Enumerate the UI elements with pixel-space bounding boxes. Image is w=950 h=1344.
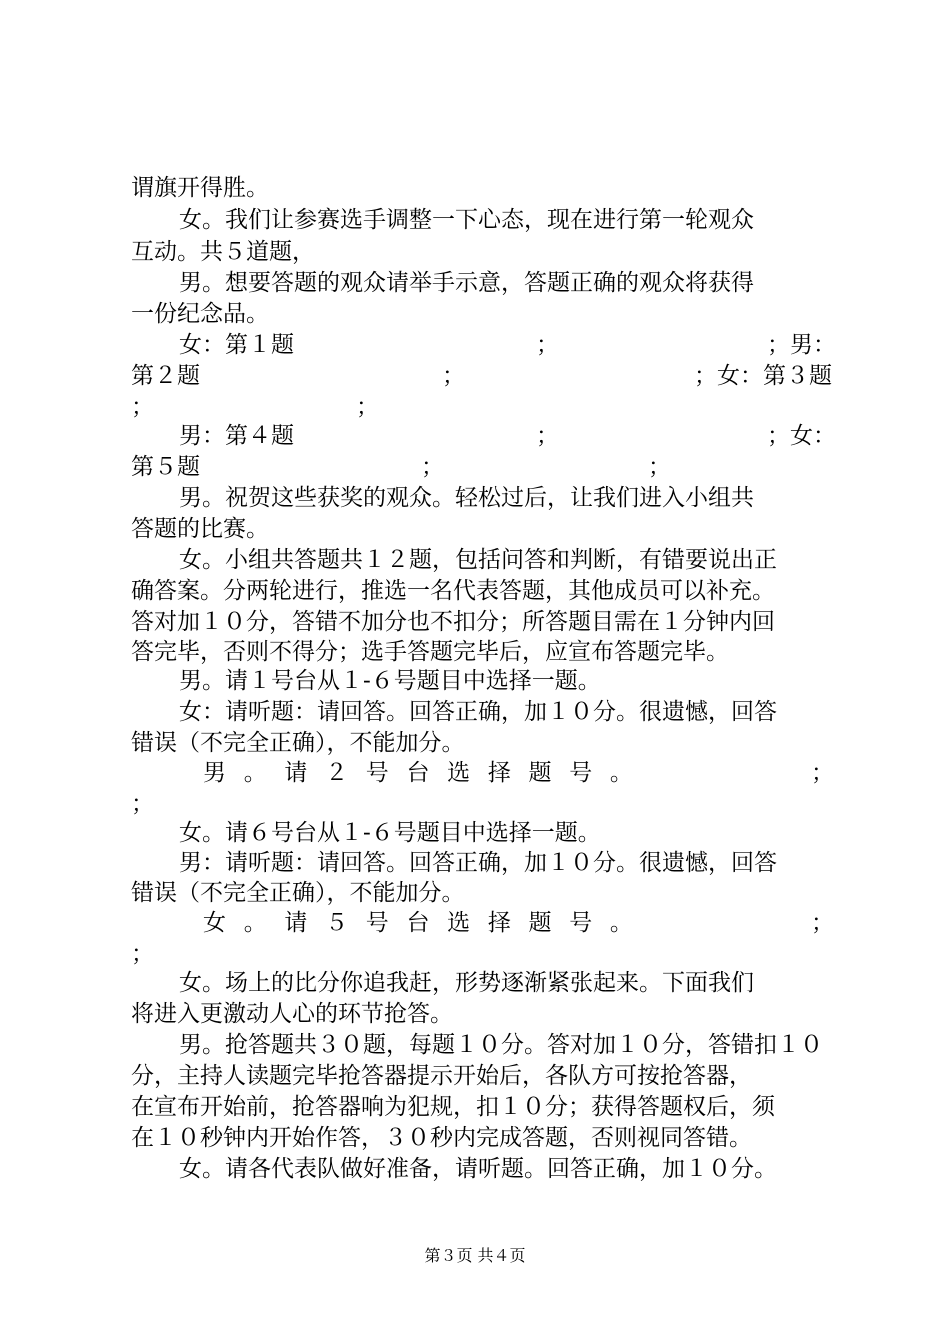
question-label: 第５题 <box>131 454 200 480</box>
text-line: 谓旗开得胜。 <box>131 175 269 201</box>
spaced-char: 选 <box>447 910 471 936</box>
spaced-char: 男 <box>203 760 226 786</box>
text-line: 男。祝贺这些获奖的观众。轻松过后，让我们进入小组共 <box>179 485 754 511</box>
question-line <box>179 330 836 360</box>
spaced-char: 号 <box>365 910 389 936</box>
separator: ； <box>131 394 154 420</box>
spaced-char: 号 <box>365 760 389 786</box>
question-label: ；女：第３题 <box>694 363 832 389</box>
text-line: 女。小组共答题共１２题，包括问答和判断，有错要说出正 <box>179 547 777 573</box>
separator: ； <box>648 454 671 480</box>
spaced-char: 题 <box>528 910 552 936</box>
separator: ； <box>442 363 465 389</box>
question-label: ；男： <box>767 332 836 358</box>
spaced-char: 选 <box>447 760 471 786</box>
text-line: 男。抢答题共３０题，每题１０分。答对加１０分，答错扣１０ <box>179 1032 823 1058</box>
spaced-char: 题 <box>528 760 552 786</box>
separator: ； <box>356 394 379 420</box>
spaced-char: 择 <box>487 760 511 786</box>
text-line: 确答案。分两轮进行，推选一名代表答题，其他成员可以补充。 <box>131 578 775 604</box>
text-line: 互动。共５道题， <box>131 239 315 265</box>
page-footer: 第３页 共４页 <box>424 1246 526 1265</box>
text-line: 错误（不完全正确），不能加分。 <box>131 880 465 906</box>
text-line: 答完毕，否则不得分；选手答题完毕后，应宣布答题完毕。 <box>131 639 729 665</box>
spaced-char: 请 <box>284 910 308 936</box>
question-line <box>131 361 831 391</box>
text-line: 男：请听题：请回答。回答正确，加１０分。很遗憾，回答 <box>179 850 777 876</box>
spaced-char: ２ <box>325 760 349 786</box>
question-label: 男：第４题 <box>179 423 294 449</box>
separator: ； <box>421 454 444 480</box>
spaced-char: ５ <box>325 910 349 936</box>
question-line <box>131 452 831 482</box>
text-line: 男。请１号台从１-６号题目中选择一题。 <box>179 668 601 694</box>
spaced-char: 女 <box>203 910 226 936</box>
separator: ； <box>131 791 154 817</box>
text-line: 男。想要答题的观众请举手示意，答题正确的观众将获得 <box>179 270 754 296</box>
text-line: 女。请各代表队做好准备，请听题。回答正确，加１０分。 <box>179 1156 777 1182</box>
separator: ； <box>131 941 154 967</box>
spaced-char: 。 <box>609 910 633 936</box>
spaced-char: 。 <box>609 760 633 786</box>
spaced-line <box>131 758 834 788</box>
spaced-text <box>203 908 633 938</box>
question-label: ；女： <box>767 423 836 449</box>
text-line: 在宣布开始前，抢答器响为犯规，扣１０分；获得答题权后，须 <box>131 1094 775 1120</box>
separator: ； <box>811 760 834 786</box>
spaced-line <box>131 908 834 938</box>
spaced-char: 。 <box>243 910 267 936</box>
question-label: 第２题 <box>131 363 200 389</box>
question-line <box>131 939 831 969</box>
spaced-char: 。 <box>243 760 267 786</box>
text-line: 分，主持人读题完毕抢答器提示开始后，各队方可按抢答器， <box>131 1063 752 1089</box>
text-line: 女：请听题：请回答。回答正确，加１０分。很遗憾，回答 <box>179 699 777 725</box>
spaced-text <box>203 758 633 788</box>
spaced-char: 台 <box>406 760 430 786</box>
text-line: 女。我们让参赛选手调整一下心态，现在进行第一轮观众 <box>179 207 754 233</box>
text-line: 女。请６号台从１-６号题目中选择一题。 <box>179 820 601 846</box>
spaced-char: 请 <box>284 760 308 786</box>
separator: ； <box>536 423 559 449</box>
text-line: 答对加１０分，答错不加分也不扣分；所答题目需在１分钟内回 <box>131 609 775 635</box>
separator: ； <box>536 332 559 358</box>
spaced-char: 择 <box>487 910 511 936</box>
text-line: 女。场上的比分你追我赶，形势逐渐紧张起来。下面我们 <box>179 970 754 996</box>
spaced-char: 号 <box>569 910 593 936</box>
spaced-char: 台 <box>406 910 430 936</box>
question-line <box>179 421 836 451</box>
spaced-char: 号 <box>569 760 593 786</box>
text-line: 一份纪念品。 <box>131 301 269 327</box>
question-line <box>131 789 831 819</box>
question-label: 女：第１题 <box>179 332 294 358</box>
text-line: 错误（不完全正确），不能加分。 <box>131 730 465 756</box>
separator: ； <box>811 910 834 936</box>
text-line: 答题的比赛。 <box>131 516 269 542</box>
text-line: 在１０秒钟内开始作答，３０秒内完成答题，否则视同答错。 <box>131 1125 752 1151</box>
question-line <box>131 392 831 422</box>
text-line: 将进入更激动人心的环节抢答。 <box>131 1001 453 1027</box>
